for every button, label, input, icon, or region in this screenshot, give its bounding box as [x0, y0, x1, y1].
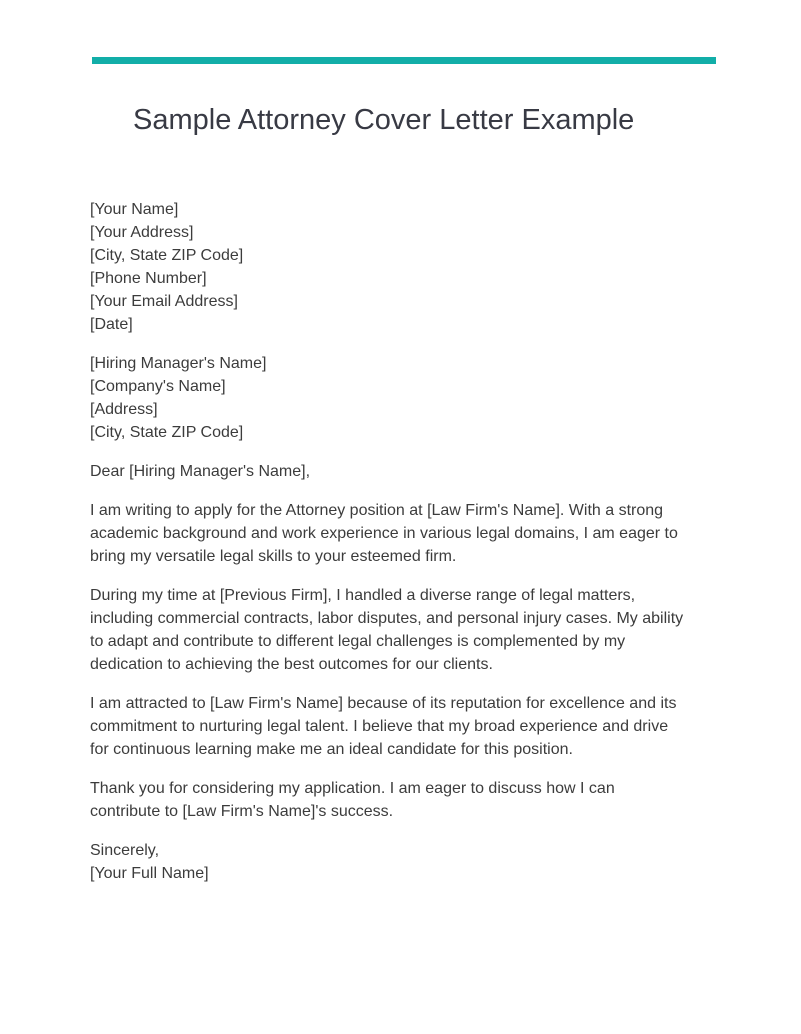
paragraph-thanks — [90, 777, 730, 823]
text-line: bring my versatile legal skills to your esteemed firm. — [90, 548, 457, 565]
text-line: [Your Address] — [90, 224, 194, 241]
text-line: to adapt and contribute to different legal challenges is complemented by my — [90, 633, 626, 650]
text-line: [Address] — [90, 401, 158, 418]
sender-block — [90, 198, 730, 336]
closing-block — [90, 839, 730, 885]
text-line: [Your Name] — [90, 201, 179, 218]
text-line: I am attracted to [Law Firm's Name] because of its reputation for excellence and its — [90, 695, 677, 712]
text-line: [City, State ZIP Code] — [90, 424, 244, 441]
text-line: [Your Email Address] — [90, 293, 238, 310]
text-line: commitment to nurturing legal talent. I believe that my broad experience and drive — [90, 718, 669, 735]
text-line: Dear [Hiring Manager's Name], — [90, 463, 311, 480]
text-line: Sincerely, — [90, 842, 160, 859]
text-line: [Hiring Manager's Name] — [90, 355, 267, 372]
page-title: Sample Attorney Cover Letter Example — [133, 104, 635, 136]
text-line: [Your Full Name] — [90, 865, 209, 882]
recipient-block — [90, 352, 730, 444]
text-line: Thank you for considering my application. I am eager to discuss how I can — [90, 780, 615, 797]
text-line: including commercial contracts, labor disputes, and personal injury cases. My ability — [90, 610, 684, 627]
paragraph-experience — [90, 584, 730, 676]
salutation — [90, 460, 730, 483]
paragraph-motivation — [90, 692, 730, 761]
text-line: During my time at [Previous Firm], I handled a diverse range of legal matters, — [90, 587, 636, 604]
text-line: [Phone Number] — [90, 270, 207, 287]
text-line: dedication to achieving the best outcomes for our clients. — [90, 656, 493, 673]
text-line: contribute to [Law Firm's Name]'s success. — [90, 803, 394, 820]
text-line: [Date] — [90, 316, 133, 333]
text-line: [City, State ZIP Code] — [90, 247, 244, 264]
paragraph-intro — [90, 499, 730, 568]
accent-bar — [92, 57, 716, 64]
letter-body — [90, 198, 730, 901]
text-line: [Company's Name] — [90, 378, 226, 395]
text-line: I am writing to apply for the Attorney position at [Law Firm's Name]. With a strong — [90, 502, 664, 519]
text-line: academic background and work experience in various legal domains, I am eager to — [90, 525, 678, 542]
text-line: for continuous learning make me an ideal candidate for this position. — [90, 741, 573, 758]
